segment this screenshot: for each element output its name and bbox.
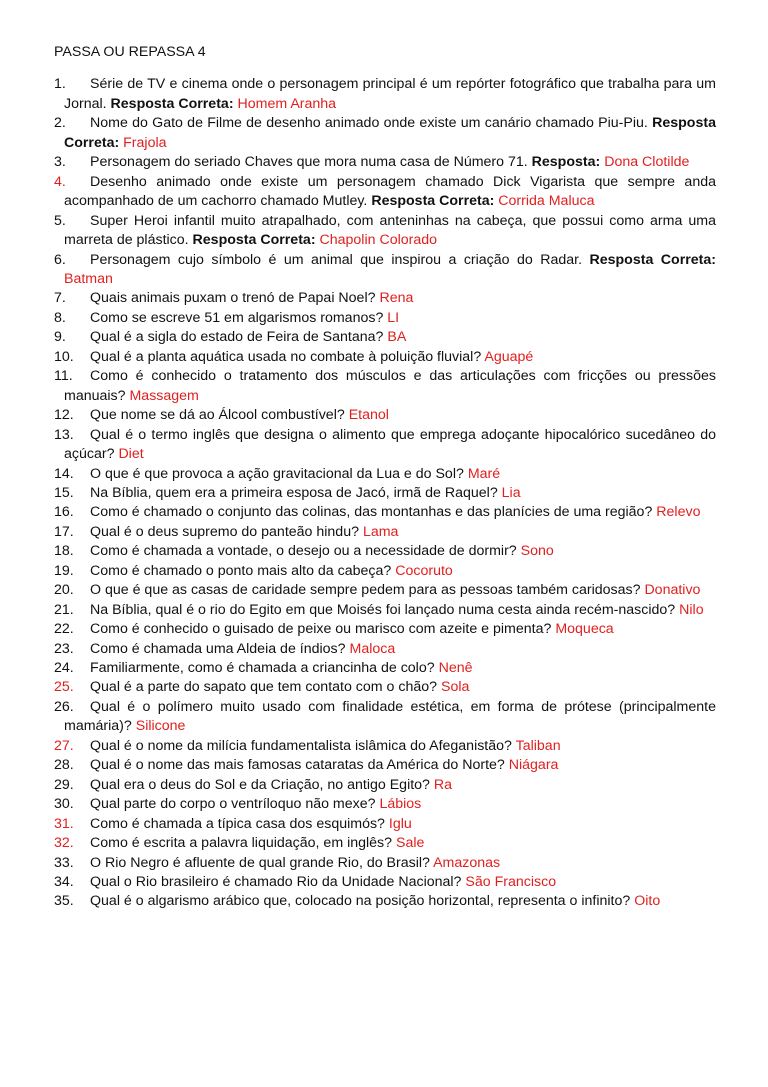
question-text: O que é que as casas de caridade sempre pedem para as pessoas também caridosas? (90, 582, 641, 599)
question-text-block (64, 114, 716, 153)
question-text-block (64, 309, 716, 328)
question-number: 15. (54, 484, 74, 501)
question-text: Quais animais puxam o trenó de Papai Noel? (90, 290, 376, 307)
answer-text: Nenê (438, 660, 473, 677)
question-text: Qual é a planta aquática usada no combate à poluição fluvial? (90, 348, 482, 365)
question-text-block (64, 581, 716, 600)
question-text-block (64, 289, 716, 308)
question-text-block (64, 328, 716, 347)
question-number: 19. (54, 562, 74, 579)
question-text: Como é conhecido o tratamento dos músculos e das articulações com fricções ou pressões manuais? (64, 368, 716, 404)
answer-text: Silicone (135, 718, 186, 735)
question-text: Como é chamado o conjunto das colinas, das montanhas e das planícies de uma região? (90, 504, 653, 521)
question-number: 34. (54, 874, 74, 891)
document-title: PASSA OU REPASSA 4 (54, 44, 206, 60)
question-text: Qual é a parte do sapato que tem contato com o chão? (90, 679, 438, 696)
question-item (54, 212, 716, 251)
answer-text: Lia (501, 484, 521, 501)
question-text-block (64, 484, 716, 503)
question-text: Qual é o algarismo arábico que, colocado na posição horizontal, representa o infinito? (90, 893, 631, 910)
question-number: 23. (54, 640, 74, 657)
answer-text: Cocoruto (395, 562, 453, 579)
question-number: 7. (54, 290, 66, 307)
question-item (54, 367, 716, 406)
question-text: Qual é o polímero muito usado com finalidade estética, em forma de prótese (principalmente mamária)? (64, 698, 716, 735)
answer-text: Maré (467, 465, 501, 482)
question-number: 16. (54, 504, 74, 521)
question-item (54, 640, 716, 659)
question-text: Qual era o deus do Sol e da Criação, no antigo Egito? (90, 776, 430, 793)
question-text-block (64, 562, 716, 581)
question-item (54, 114, 716, 153)
question-number: 27. (54, 737, 74, 754)
question-text: Familiarmente, como é chamada a criancinha de colo? (90, 660, 435, 677)
question-text: Como se escreve 51 em algarismos romanos? (90, 309, 384, 326)
answer-text: Rena (379, 290, 414, 307)
question-text: Na Bíblia, quem era a primeira esposa de Jacó, irmã de Raquel? (90, 484, 498, 501)
question-item (54, 815, 716, 834)
question-text: Super Heroi infantil muito atrapalhado, com anteninhas na cabeça, que possui como arma uma marreta de plástico. (64, 212, 716, 249)
question-item (54, 251, 716, 290)
question-text-block (64, 776, 716, 795)
question-text-block (64, 406, 716, 425)
question-number: 21. (54, 601, 74, 618)
question-text: Que nome se dá ao Álcool combustível? (90, 407, 345, 424)
question-item (54, 328, 716, 347)
question-item (54, 75, 716, 114)
question-item (54, 309, 716, 328)
question-text-block (64, 873, 716, 892)
question-text: Desenho animado onde existe um personagem chamado Dick Vigarista que sempre anda acompanhado de um cachorro chamado Mutley. (64, 173, 716, 210)
question-text: Como é escrita a palavra liquidação, em inglês? (90, 835, 393, 852)
answer-text: Lama (362, 523, 399, 540)
question-text-block (64, 601, 716, 620)
question-number: 1. (54, 76, 66, 93)
answer-label: Resposta Correta: (589, 251, 716, 268)
answer-text: Corrida Maluca (498, 193, 595, 210)
question-number: 5. (54, 212, 66, 229)
answer-text: Moqueca (555, 621, 614, 638)
question-number: 10. (54, 348, 74, 365)
question-text: Como é chamada a típica casa dos esquimós? (90, 815, 385, 832)
question-number: 4. (54, 173, 66, 190)
answer-text: Sale (396, 835, 425, 852)
answer-text: São Francisco (465, 874, 557, 891)
question-number: 3. (54, 154, 66, 171)
answer-label: Resposta Correta: (110, 95, 234, 112)
question-item (54, 834, 716, 853)
answer-text: Aguapé (484, 348, 534, 365)
question-text-block (64, 854, 716, 873)
answer-text: Dona Clotilde (604, 154, 690, 171)
answer-text: Nilo (679, 601, 704, 618)
question-text-block (64, 173, 716, 212)
question-text-block (64, 367, 716, 406)
question-item (54, 289, 716, 308)
answer-text: Etanol (348, 407, 389, 424)
question-item (54, 348, 716, 367)
answer-text: Iglu (388, 815, 412, 832)
question-text: Nome do Gato de Filme de desenho animado onde existe um canário chamado Piu-Piu. (90, 115, 648, 132)
question-text-block (64, 737, 716, 756)
question-number: 32. (54, 835, 74, 852)
question-text-block (64, 251, 716, 290)
question-item (54, 678, 716, 697)
question-text-block (64, 426, 716, 465)
question-text-block (64, 523, 716, 542)
answer-text: Lábios (379, 796, 422, 813)
question-text: Qual parte do corpo o ventríloquo não mexe? (90, 796, 376, 813)
answer-text: Donativo (644, 582, 701, 599)
question-text-block (64, 542, 716, 561)
answer-text: LI (387, 309, 400, 326)
question-text-block (64, 503, 716, 522)
answer-text: Amazonas (433, 854, 501, 871)
question-number: 2. (54, 115, 66, 132)
question-number: 33. (54, 854, 74, 871)
question-number: 35. (54, 893, 74, 910)
question-number: 28. (54, 757, 74, 774)
answer-label: Resposta: (531, 154, 601, 171)
answer-text: Sono (520, 543, 554, 560)
question-number: 29. (54, 776, 74, 793)
question-number: 14. (54, 465, 74, 482)
question-number: 26. (54, 698, 74, 715)
question-item (54, 503, 716, 522)
question-text-block (64, 348, 716, 367)
question-item (54, 659, 716, 678)
answer-label: Resposta Correta: (64, 115, 716, 151)
question-item (54, 776, 716, 795)
answer-text: Relevo (656, 504, 701, 521)
question-text-block (64, 212, 716, 251)
document-page (54, 43, 716, 912)
answer-text: Niágara (508, 757, 559, 774)
question-text-block (64, 795, 716, 814)
question-number: 6. (54, 251, 66, 268)
question-number: 20. (54, 582, 74, 599)
question-text: Qual o Rio brasileiro é chamado Rio da Unidade Nacional? (90, 874, 462, 891)
question-item (54, 854, 716, 873)
answer-text: Diet (118, 446, 144, 463)
question-item (54, 873, 716, 892)
question-item (54, 406, 716, 425)
question-text: Personagem cujo símbolo é um animal que inspirou a criação do Radar. (90, 251, 583, 268)
question-number: 8. (54, 309, 66, 326)
question-item (54, 581, 716, 600)
question-item (54, 523, 716, 542)
question-number: 11. (54, 368, 73, 385)
question-text-block (64, 698, 716, 737)
question-item (54, 465, 716, 484)
answer-text: Chapolin Colorado (319, 232, 438, 249)
question-text-block (64, 834, 716, 853)
question-item (54, 562, 716, 581)
question-text: Na Bíblia, qual é o rio do Egito em que Moisés foi lançado numa cesta ainda recém-nascido? (90, 601, 676, 618)
question-text-block (64, 892, 716, 911)
question-item (54, 153, 716, 172)
question-number: 17. (54, 523, 74, 540)
question-number: 13. (54, 426, 74, 443)
question-number: 12. (54, 407, 74, 424)
question-number: 22. (54, 621, 74, 638)
question-text: Qual é a sigla do estado de Feira de Santana? (90, 329, 384, 346)
question-text: O que é que provoca a ação gravitacional da Lua e do Sol? (90, 465, 464, 482)
question-text-block (64, 153, 716, 172)
question-number: 31. (54, 815, 74, 832)
question-text: O Rio Negro é afluente de qual grande Rio, do Brasil? (90, 854, 430, 871)
answer-text: Frajola (123, 134, 167, 151)
question-text: Como é chamada a vontade, o desejo ou a necessidade de dormir? (90, 543, 517, 560)
question-text-block (64, 465, 716, 484)
question-text: Qual é o nome da milícia fundamentalista islâmica do Afeganistão? (90, 737, 512, 754)
answer-text: Maloca (349, 640, 396, 657)
answer-text: Ra (433, 776, 453, 793)
question-text-block (64, 678, 716, 697)
question-text: Como é conhecido o guisado de peixe ou marisco com azeite e pimenta? (90, 621, 552, 638)
question-text: Como é chamado o ponto mais alto da cabeça? (90, 562, 392, 579)
question-number: 18. (54, 543, 74, 560)
question-number: 24. (54, 660, 74, 677)
answer-label: Resposta Correta: (371, 193, 495, 210)
question-text-block (64, 756, 716, 775)
question-text: Qual é o nome das mais famosas cataratas da América do Norte? (90, 757, 505, 774)
question-text-block (64, 659, 716, 678)
answer-text: Taliban (515, 737, 561, 754)
answer-text: Massagem (129, 387, 199, 404)
question-item (54, 795, 716, 814)
question-number: 25. (54, 679, 74, 696)
question-text: Como é chamada uma Aldeia de índios? (90, 640, 346, 657)
question-list (54, 75, 716, 911)
answer-label: Resposta Correta: (192, 232, 316, 249)
question-text: Qual é o deus supremo do panteão hindu? (90, 523, 359, 540)
answer-text: Homem Aranha (237, 95, 337, 112)
question-item (54, 484, 716, 503)
question-item (54, 698, 716, 737)
question-number: 30. (54, 796, 74, 813)
question-item (54, 756, 716, 775)
question-text: Personagem do seriado Chaves que mora numa casa de Número 71. (90, 154, 528, 171)
answer-text: Sola (441, 679, 470, 696)
question-item (54, 173, 716, 212)
question-number: 9. (54, 329, 66, 346)
answer-text: Batman (64, 270, 113, 287)
question-item (54, 542, 716, 561)
question-text: Série de TV e cinema onde o personagem principal é um repórter fotográfico que trabalha para um Jornal. (64, 76, 716, 112)
question-item (54, 601, 716, 620)
question-text-block (64, 620, 716, 639)
question-text-block (64, 75, 716, 114)
question-item (54, 892, 716, 911)
question-text: Qual é o termo inglês que designa o alimento que emprega adoçante hipocalórico sucedâneo do açúcar? (64, 426, 716, 463)
question-text-block (64, 815, 716, 834)
question-item (54, 426, 716, 465)
question-item (54, 737, 716, 756)
answer-text: Oito (634, 893, 661, 910)
question-text-block (64, 640, 716, 659)
question-item (54, 620, 716, 639)
answer-text: BA (387, 329, 407, 346)
